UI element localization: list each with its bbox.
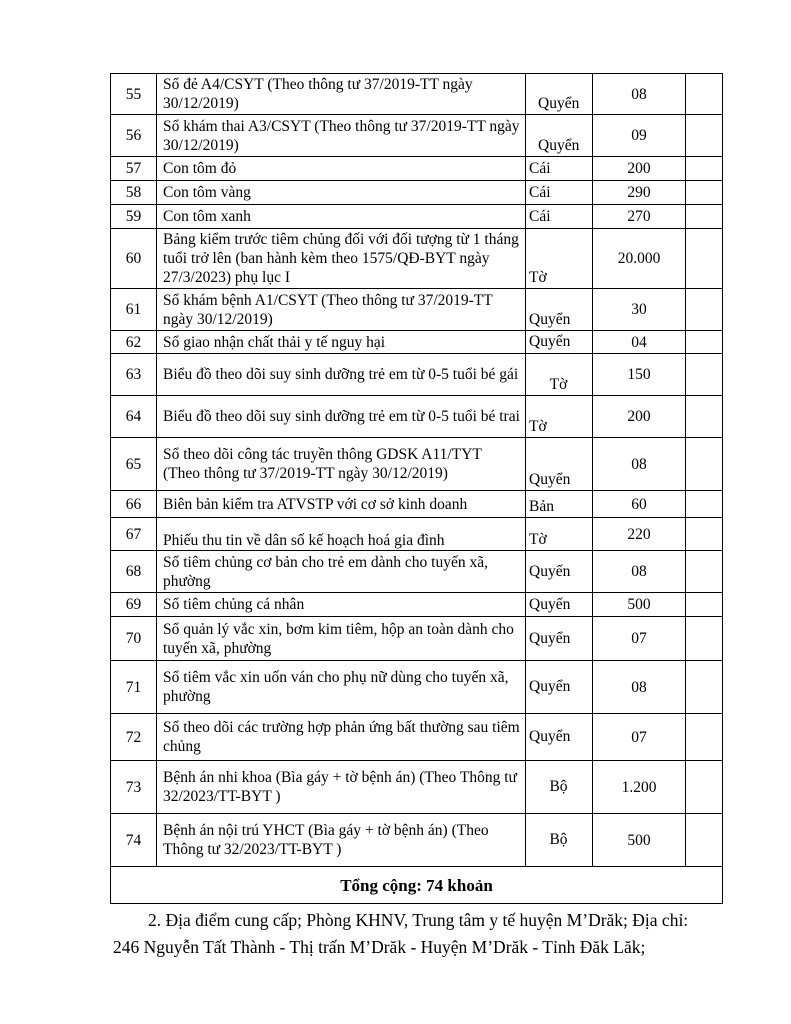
item-quantity: 220 bbox=[593, 518, 686, 551]
table-row bbox=[111, 74, 723, 115]
item-unit: Bộ bbox=[526, 761, 593, 814]
item-note bbox=[686, 714, 723, 761]
item-quantity: 08 bbox=[593, 551, 686, 593]
item-name: Sổ đẻ A4/CSYT (Theo thông tư 37/2019-TT ngày 30/12/2019) bbox=[157, 74, 526, 115]
row-number: 66 bbox=[111, 491, 157, 518]
note-line-2: 246 Nguyễn Tất Thành - Thị trấn M’Drăk - Huyện M’Drăk - Tỉnh Đăk Lăk; bbox=[113, 937, 646, 957]
row-number: 60 bbox=[111, 229, 157, 289]
item-name: Biên bản kiểm tra ATVSTP với cơ sở kinh doanh bbox=[157, 491, 526, 518]
item-name: Biểu đồ theo dõi suy sinh dưỡng trẻ em từ 0-5 tuổi bé trai bbox=[157, 396, 526, 438]
item-note bbox=[686, 761, 723, 814]
item-note bbox=[686, 331, 723, 354]
item-quantity: 07 bbox=[593, 714, 686, 761]
row-number: 59 bbox=[111, 205, 157, 229]
table-row bbox=[111, 181, 723, 205]
item-note bbox=[686, 354, 723, 396]
table-row bbox=[111, 551, 723, 593]
item-quantity: 08 bbox=[593, 74, 686, 115]
item-name: Sổ tiêm vắc xin uốn ván cho phụ nữ dùng cho tuyến xã, phường bbox=[157, 661, 526, 714]
table-row bbox=[111, 115, 723, 157]
row-number: 71 bbox=[111, 661, 157, 714]
table-row bbox=[111, 331, 723, 354]
item-name: Con tôm xanh bbox=[157, 205, 526, 229]
item-name: Bảng kiểm trước tiêm chủng đối với đối tượng từ 1 tháng tuổi trở lên (ban hành kèm theo 1575/QĐ-BYT ngày 27/3/2023) phụ lục I bbox=[157, 229, 526, 289]
item-name: Phiếu thu tin về dân số kế hoạch hoá gia đình bbox=[157, 518, 526, 551]
supply-table bbox=[110, 73, 723, 904]
table-row bbox=[111, 593, 723, 617]
note-line-1: 2. Địa điểm cung cấp; Phòng KHNV, Trung tâm y tế huyện M’Drăk; Địa chỉ: bbox=[148, 910, 689, 930]
item-unit: Tờ bbox=[526, 229, 593, 289]
item-unit: Quyển bbox=[526, 438, 593, 491]
item-note bbox=[686, 229, 723, 289]
row-number: 64 bbox=[111, 396, 157, 438]
item-note bbox=[686, 551, 723, 593]
row-number: 56 bbox=[111, 115, 157, 157]
item-note bbox=[686, 491, 723, 518]
item-name: Sổ theo dõi công tác truyền thông GDSK A11/TYT (Theo thông tư 37/2019-TT ngày 30/12/2019) bbox=[157, 438, 526, 491]
item-note bbox=[686, 617, 723, 661]
item-unit: Bộ bbox=[526, 814, 593, 867]
item-quantity: 500 bbox=[593, 814, 686, 867]
table-row bbox=[111, 157, 723, 181]
item-note bbox=[686, 115, 723, 157]
item-quantity: 200 bbox=[593, 157, 686, 181]
total-row bbox=[111, 867, 723, 904]
item-name: Sổ theo dõi các trường hợp phản ứng bất thường sau tiêm chủng bbox=[157, 714, 526, 761]
item-unit: Quyển bbox=[526, 289, 593, 331]
table-row bbox=[111, 205, 723, 229]
item-unit: Tờ bbox=[526, 396, 593, 438]
item-note bbox=[686, 396, 723, 438]
item-quantity: 200 bbox=[593, 396, 686, 438]
row-number: 65 bbox=[111, 438, 157, 491]
item-name: Sổ tiêm chủng cơ bản cho trẻ em dành cho tuyến xã, phường bbox=[157, 551, 526, 593]
item-unit: Cái bbox=[526, 181, 593, 205]
item-unit: Quyển bbox=[526, 714, 593, 761]
row-number: 55 bbox=[111, 74, 157, 115]
item-quantity: 04 bbox=[593, 331, 686, 354]
row-number: 74 bbox=[111, 814, 157, 867]
item-quantity: 20.000 bbox=[593, 229, 686, 289]
delivery-location-note bbox=[113, 907, 733, 961]
item-unit: Quyển bbox=[526, 617, 593, 661]
item-quantity: 08 bbox=[593, 438, 686, 491]
item-unit: Quyển bbox=[526, 74, 593, 115]
item-note bbox=[686, 181, 723, 205]
row-number: 57 bbox=[111, 157, 157, 181]
table-row bbox=[111, 518, 723, 551]
table-row bbox=[111, 396, 723, 438]
item-quantity: 07 bbox=[593, 617, 686, 661]
item-name: Sổ quản lý vắc xin, bơm kim tiêm, hộp an toàn dành cho tuyến xã, phường bbox=[157, 617, 526, 661]
row-number: 58 bbox=[111, 181, 157, 205]
item-name: Sổ giao nhận chất thải y tế nguy hại bbox=[157, 331, 526, 354]
row-number: 72 bbox=[111, 714, 157, 761]
item-quantity: 500 bbox=[593, 593, 686, 617]
item-unit: Cái bbox=[526, 157, 593, 181]
item-quantity: 1.200 bbox=[593, 761, 686, 814]
item-name: Bệnh án nội trú YHCT (Bìa gáy + tờ bệnh án) (Theo Thông tư 32/2023/TT-BYT ) bbox=[157, 814, 526, 867]
table-row bbox=[111, 714, 723, 761]
item-note bbox=[686, 289, 723, 331]
item-unit: Quyển bbox=[526, 115, 593, 157]
table-row bbox=[111, 438, 723, 491]
item-unit: Quyển bbox=[526, 661, 593, 714]
table-row bbox=[111, 229, 723, 289]
item-quantity: 60 bbox=[593, 491, 686, 518]
item-quantity: 30 bbox=[593, 289, 686, 331]
row-number: 62 bbox=[111, 331, 157, 354]
item-unit: Quyển bbox=[526, 551, 593, 593]
item-note bbox=[686, 518, 723, 551]
item-name: Sổ tiêm chủng cá nhân bbox=[157, 593, 526, 617]
item-note bbox=[686, 74, 723, 115]
table-row bbox=[111, 761, 723, 814]
table-row bbox=[111, 661, 723, 714]
row-number: 63 bbox=[111, 354, 157, 396]
row-number: 61 bbox=[111, 289, 157, 331]
item-name: Sổ khám thai A3/CSYT (Theo thông tư 37/2019-TT ngày 30/12/2019) bbox=[157, 115, 526, 157]
item-name: Con tôm vàng bbox=[157, 181, 526, 205]
item-quantity: 08 bbox=[593, 661, 686, 714]
item-unit: Quyển bbox=[526, 593, 593, 617]
item-unit: Tờ bbox=[526, 354, 593, 396]
item-note bbox=[686, 814, 723, 867]
table-row bbox=[111, 289, 723, 331]
item-name: Bệnh án nhi khoa (Bìa gáy + tờ bệnh án) (Theo Thông tư 32/2023/TT-BYT ) bbox=[157, 761, 526, 814]
item-note bbox=[686, 593, 723, 617]
item-quantity: 150 bbox=[593, 354, 686, 396]
total-label: Tổng cộng: 74 khoản bbox=[111, 867, 723, 904]
item-quantity: 270 bbox=[593, 205, 686, 229]
item-quantity: 290 bbox=[593, 181, 686, 205]
row-number: 73 bbox=[111, 761, 157, 814]
item-quantity: 09 bbox=[593, 115, 686, 157]
row-number: 68 bbox=[111, 551, 157, 593]
item-note bbox=[686, 438, 723, 491]
item-unit: Quyển bbox=[526, 331, 593, 354]
row-number: 69 bbox=[111, 593, 157, 617]
row-number: 67 bbox=[111, 518, 157, 551]
item-note bbox=[686, 205, 723, 229]
item-note bbox=[686, 157, 723, 181]
table-row bbox=[111, 617, 723, 661]
row-number: 70 bbox=[111, 617, 157, 661]
item-unit: Bản bbox=[526, 491, 593, 518]
item-name: Con tôm đỏ bbox=[157, 157, 526, 181]
item-unit: Tờ bbox=[526, 518, 593, 551]
item-name: Biểu đồ theo dõi suy sinh dưỡng trẻ em từ 0-5 tuổi bé gái bbox=[157, 354, 526, 396]
item-note bbox=[686, 661, 723, 714]
table-row bbox=[111, 814, 723, 867]
item-unit: Cái bbox=[526, 205, 593, 229]
table-row bbox=[111, 354, 723, 396]
table-row bbox=[111, 491, 723, 518]
item-name: Sổ khám bệnh A1/CSYT (Theo thông tư 37/2019-TT ngày 30/12/2019) bbox=[157, 289, 526, 331]
